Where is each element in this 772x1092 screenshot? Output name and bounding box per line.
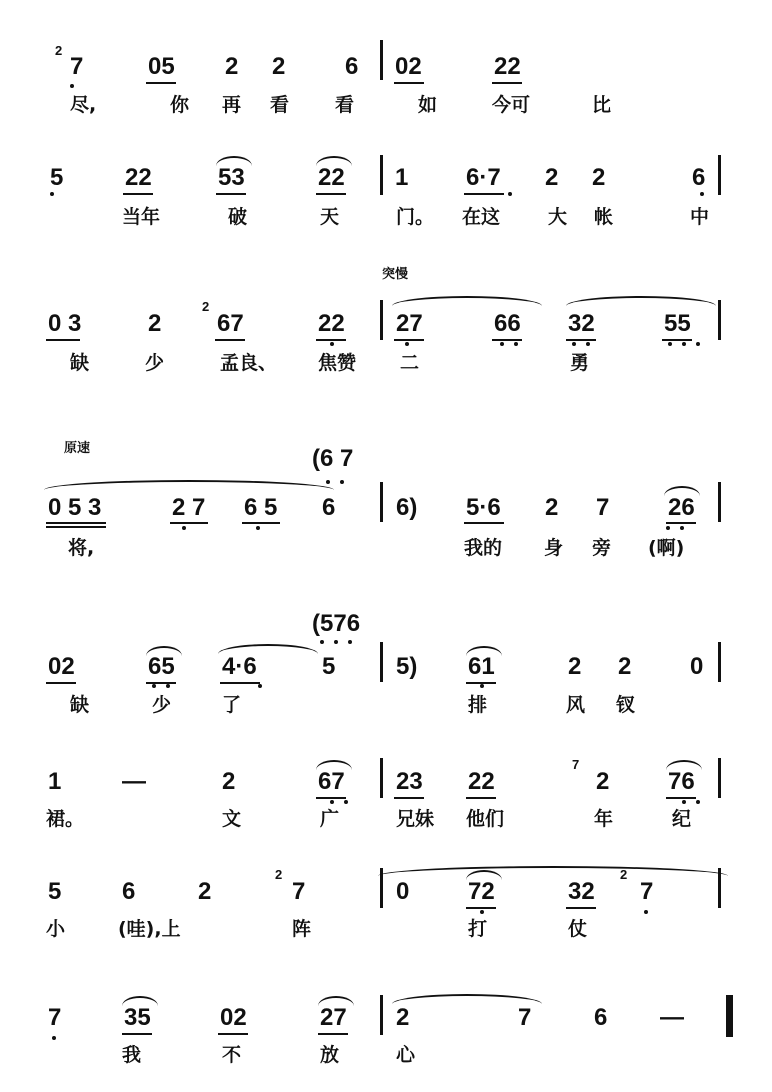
lyric: 帐 (594, 206, 614, 228)
lyric: 身 (544, 537, 564, 559)
note: (576 (312, 610, 361, 637)
beam (466, 907, 496, 909)
beam (216, 193, 246, 195)
beam (218, 1033, 248, 1035)
slur-tie (316, 760, 352, 770)
note: 6 (692, 164, 706, 191)
barline (718, 155, 721, 195)
octave-dot (50, 192, 54, 196)
octave-dot (680, 526, 684, 530)
lyric: 我 (122, 1044, 142, 1066)
octave-dot (326, 480, 330, 484)
beam (566, 339, 596, 341)
barline (718, 300, 721, 340)
beam (123, 193, 153, 195)
note: 5 (50, 164, 64, 191)
lyric: 裙。 (46, 808, 85, 830)
note: 6 (322, 494, 336, 521)
note: 2 (55, 43, 63, 58)
note: 7 (48, 1004, 62, 1031)
slur-tie (566, 296, 716, 306)
note: 53 (218, 164, 245, 191)
octave-dot (340, 480, 344, 484)
lyric: 风 (566, 694, 586, 716)
note: 2 (620, 867, 628, 882)
beam (666, 522, 696, 524)
beam (46, 522, 106, 524)
tempo-marking: 原速 (64, 441, 91, 456)
note: 72 (468, 878, 495, 905)
octave-dot (586, 342, 590, 346)
beam (316, 339, 346, 341)
note: 55 (664, 310, 691, 337)
octave-dot (258, 684, 262, 688)
note: 5 (322, 653, 336, 680)
lyric: 将, (68, 537, 95, 559)
lyric: 如 (418, 94, 438, 116)
lyric: 破 (228, 206, 248, 228)
note: 7 (640, 878, 654, 905)
note: 2 (592, 164, 606, 191)
note: 05 (148, 53, 175, 80)
note: 22 (318, 164, 345, 191)
lyric: 文 (222, 808, 242, 830)
lyric: 放 (320, 1044, 340, 1066)
beam (46, 682, 76, 684)
octave-dot (696, 342, 700, 346)
octave-dot (572, 342, 576, 346)
note: 61 (468, 653, 495, 680)
beam (464, 522, 504, 524)
note: 2 (202, 299, 210, 314)
note: 1 (48, 768, 62, 795)
lyric: 兄妹 (396, 808, 435, 830)
note: 2 (222, 768, 236, 795)
octave-dot (348, 640, 352, 644)
note: 32 (568, 878, 595, 905)
lyric: 纪 (672, 808, 692, 830)
beam (170, 522, 208, 524)
note: 4·6 (222, 653, 257, 680)
octave-dot (508, 192, 512, 196)
beam (492, 339, 522, 341)
note: 2 (596, 768, 610, 795)
octave-dot (480, 684, 484, 688)
slur-tie (378, 866, 728, 876)
lyric: 仗 (568, 918, 588, 940)
barline (380, 155, 383, 195)
note: 26 (668, 494, 695, 521)
beam (492, 82, 522, 84)
note: 5 (48, 878, 62, 905)
lyric: 不 (222, 1044, 242, 1066)
octave-dot (256, 526, 260, 530)
final-barline (726, 995, 733, 1037)
note: 27 (396, 310, 423, 337)
lyric: 缺 (70, 694, 90, 716)
barline (380, 300, 383, 340)
note: 65 (148, 653, 175, 680)
octave-dot (405, 342, 409, 346)
note: 22 (318, 310, 345, 337)
note: 1 (395, 164, 409, 191)
lyric: 看 (270, 94, 290, 116)
note: 7 (70, 53, 84, 80)
beam (215, 339, 245, 341)
lyric: 年 (594, 808, 614, 830)
beam (242, 522, 280, 524)
octave-dot (182, 526, 186, 530)
beam (662, 339, 692, 341)
slur-tie (216, 156, 252, 166)
lyric: 门。 (396, 206, 435, 228)
lyric: 孟良、 (220, 352, 278, 374)
slur-tie (392, 994, 542, 1004)
note: 2 (545, 494, 559, 521)
beam (318, 1033, 348, 1035)
lyric: 尽, (70, 94, 97, 116)
note: 66 (494, 310, 521, 337)
note: 22 (494, 53, 521, 80)
note: 7 (572, 757, 580, 772)
slur-tie (664, 486, 700, 496)
lyric: 大 (548, 206, 568, 228)
note: 7 (518, 1004, 532, 1031)
note: 23 (396, 768, 423, 795)
lyric: 勇 (570, 352, 590, 374)
note: (6 7 (312, 445, 354, 472)
note: 0 (396, 878, 410, 905)
note: 6 (594, 1004, 608, 1031)
lyric: (啊) (648, 537, 685, 559)
octave-dot (682, 800, 686, 804)
beam (466, 797, 496, 799)
lyric: 少 (145, 352, 165, 374)
note: 67 (318, 768, 345, 795)
octave-dot (480, 910, 484, 914)
note: 7 (292, 878, 306, 905)
lyric: 比 (592, 94, 612, 116)
octave-dot (514, 342, 518, 346)
note: 2 (396, 1004, 410, 1031)
beam (666, 797, 696, 799)
note: 22 (468, 768, 495, 795)
beam (566, 907, 596, 909)
octave-dot (344, 800, 348, 804)
slur-tie (218, 644, 318, 654)
octave-dot (320, 640, 324, 644)
lyric: 焦赞 (318, 352, 357, 374)
slur-tie (466, 646, 502, 656)
octave-dot (666, 526, 670, 530)
note: 22 (125, 164, 152, 191)
beam (46, 526, 106, 528)
note: 2 (225, 53, 239, 80)
note: 76 (668, 768, 695, 795)
barline (718, 642, 721, 682)
octave-dot (166, 684, 170, 688)
barline (380, 642, 383, 682)
octave-dot (52, 1036, 56, 1040)
note: 6 5 (244, 494, 278, 521)
octave-dot (152, 684, 156, 688)
lyric: 我的 (464, 537, 503, 559)
note: 6 (122, 878, 136, 905)
note: 7 (596, 494, 610, 521)
note: 27 (320, 1004, 347, 1031)
lyric: 中 (690, 206, 710, 228)
barline (718, 482, 721, 522)
beam (46, 339, 80, 341)
beam (316, 797, 346, 799)
barline (380, 40, 383, 80)
note: 35 (124, 1004, 151, 1031)
lyric: 看 (335, 94, 355, 116)
octave-dot (330, 342, 334, 346)
note: 02 (220, 1004, 247, 1031)
octave-dot (696, 800, 700, 804)
lyric: 阵 (292, 918, 312, 940)
lyric: 了 (222, 694, 242, 716)
note: 5) (396, 653, 418, 680)
lyric: 打 (468, 918, 488, 940)
lyric: 少 (152, 694, 172, 716)
slur-tie (316, 156, 352, 166)
octave-dot (330, 800, 334, 804)
tempo-marking: 突慢 (382, 267, 409, 282)
note: 2 (198, 878, 212, 905)
lyric: 你 (170, 94, 190, 116)
octave-dot (668, 342, 672, 346)
lyric: 二 (400, 352, 420, 374)
lyric: 心 (396, 1044, 416, 1066)
note: 6) (396, 494, 418, 521)
octave-dot (700, 192, 704, 196)
note: 02 (48, 653, 75, 680)
note: — (660, 1004, 684, 1031)
lyric: 天 (320, 206, 340, 228)
lyric: 他们 (466, 808, 505, 830)
beam (394, 82, 424, 84)
octave-dot (334, 640, 338, 644)
note: 0 3 (48, 310, 82, 337)
note: 2 (545, 164, 559, 191)
barline (380, 482, 383, 522)
lyric: 小 (46, 918, 66, 940)
slur-tie (318, 996, 354, 1006)
note: 6 (345, 53, 359, 80)
slur-tie (392, 296, 542, 306)
lyric: 广 (320, 808, 340, 830)
note: 2 (272, 53, 286, 80)
beam (146, 82, 176, 84)
beam (146, 682, 176, 684)
octave-dot (70, 84, 74, 88)
lyric: 钗 (616, 694, 636, 716)
beam (122, 1033, 152, 1035)
lyric: (哇),上 (118, 918, 181, 940)
lyric: 在这 (462, 206, 501, 228)
note: — (122, 768, 146, 795)
octave-dot (682, 342, 686, 346)
lyric: 今可 (492, 94, 531, 116)
slur-tie (44, 480, 334, 490)
note: 67 (217, 310, 244, 337)
note: 2 7 (172, 494, 206, 521)
lyric: 缺 (70, 352, 90, 374)
beam (394, 339, 424, 341)
note: 5·6 (466, 494, 501, 521)
note: 2 (618, 653, 632, 680)
octave-dot (500, 342, 504, 346)
barline (380, 995, 383, 1035)
beam (220, 682, 260, 684)
beam (316, 193, 346, 195)
octave-dot (644, 910, 648, 914)
note: 02 (395, 53, 422, 80)
lyric: 当年 (122, 206, 161, 228)
barline (718, 758, 721, 798)
note: 32 (568, 310, 595, 337)
lyric: 旁 (592, 537, 612, 559)
note: 0 5 3 (48, 494, 102, 521)
slur-tie (122, 996, 158, 1006)
barline (380, 758, 383, 798)
note: 0 (690, 653, 704, 680)
note: 2 (275, 867, 283, 882)
beam (464, 193, 504, 195)
lyric: 再 (222, 94, 242, 116)
note: 2 (148, 310, 162, 337)
note: 2 (568, 653, 582, 680)
beam (394, 797, 424, 799)
slur-tie (666, 760, 702, 770)
note: 6·7 (466, 164, 501, 191)
slur-tie (146, 646, 182, 656)
lyric: 排 (468, 694, 488, 716)
